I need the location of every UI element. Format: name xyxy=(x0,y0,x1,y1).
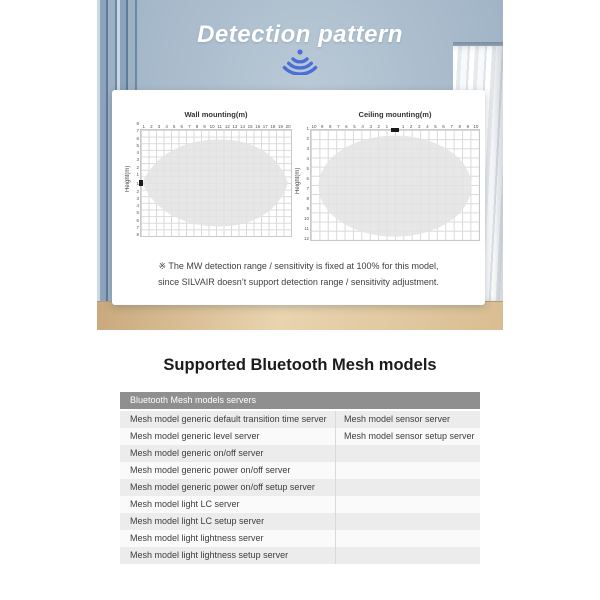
table-cell-left: Mesh model generic default transition time server xyxy=(130,414,327,424)
y-tick: 1 xyxy=(136,171,139,177)
table-row xyxy=(120,496,480,513)
y-tick: 12 xyxy=(303,236,309,241)
table-row xyxy=(120,462,480,479)
table-cell-left: Mesh model generic power on/off setup server xyxy=(130,482,315,492)
x-tick: 1 xyxy=(142,124,146,129)
x-tick: 20 xyxy=(285,124,291,129)
y-tick: 4 xyxy=(136,150,139,155)
x-axis-ticks xyxy=(140,121,292,129)
y-tick: 7 xyxy=(136,128,139,134)
x-tick: 3 xyxy=(418,124,421,129)
x-tick: 7 xyxy=(188,124,191,129)
x-tick: 9 xyxy=(203,124,206,129)
table-cell-left: Mesh model generic level server xyxy=(130,431,260,441)
y-tick: 5 xyxy=(306,166,309,171)
x-tick: 9 xyxy=(320,124,324,129)
x-tick: 17 xyxy=(262,124,268,129)
table-row xyxy=(120,428,480,445)
x-tick: 3 xyxy=(369,124,372,129)
sensor-marker xyxy=(139,180,143,186)
page-title: Detection pattern xyxy=(197,21,403,48)
y-tick: 8 xyxy=(306,196,309,201)
x-tick: 10 xyxy=(473,124,479,129)
table-row xyxy=(120,530,480,547)
table-cell-right xyxy=(335,530,480,547)
y-tick: 10 xyxy=(303,216,309,221)
chart-plot-area xyxy=(140,129,292,237)
x-tick: 2 xyxy=(409,124,413,129)
x-tick: 11 xyxy=(217,124,223,129)
x-tick: 8 xyxy=(458,124,461,129)
y-tick: 7 xyxy=(306,186,309,191)
table-row xyxy=(120,411,480,428)
coverage-area-shape xyxy=(311,130,479,240)
x-tick: 10 xyxy=(311,124,317,129)
x-tick: 9 xyxy=(466,124,470,129)
chart-title: Wall mounting(m) xyxy=(184,110,248,119)
sensor-marker xyxy=(391,128,399,132)
hero-photo xyxy=(97,0,503,330)
table-cell-right: Mesh model sensor setup server xyxy=(335,428,480,445)
x-tick: 10 xyxy=(209,124,215,129)
y-tick: 5 xyxy=(136,142,139,148)
y-tick: 1 xyxy=(136,181,139,187)
x-tick: 6 xyxy=(180,124,184,129)
y-tick: 2 xyxy=(306,136,309,141)
y-tick: 3 xyxy=(136,157,139,163)
table-cell-left: Mesh model generic power on/off server xyxy=(130,465,291,475)
table-cell-right xyxy=(335,547,480,564)
table-row xyxy=(120,547,480,564)
table-body xyxy=(120,411,480,564)
y-tick: 6 xyxy=(306,176,309,181)
x-tick: 2 xyxy=(150,124,153,129)
x-tick: 14 xyxy=(240,124,246,129)
x-tick: 15 xyxy=(247,124,253,129)
y-tick: 2 xyxy=(136,164,139,170)
y-tick: 7 xyxy=(136,224,139,230)
table-cell-right xyxy=(335,462,480,479)
x-tick: 18 xyxy=(270,124,276,129)
coverage-area-shape xyxy=(141,130,291,236)
footnote-line2: since SILVAIR doesn’t support detection range / sensitivity adjustment. xyxy=(158,277,439,287)
table-cell-left: Mesh model light lightness server xyxy=(130,533,264,543)
table-row xyxy=(120,513,480,530)
table-cell-right xyxy=(335,445,480,462)
x-tick: 6 xyxy=(345,124,348,129)
x-tick: 4 xyxy=(426,124,429,129)
table-cell-right xyxy=(335,513,480,530)
y-tick: 8 xyxy=(136,232,139,237)
wifi-signal-icon xyxy=(278,48,322,80)
y-tick: 1 xyxy=(306,126,309,131)
table-cell-right: Mesh model sensor server xyxy=(335,411,480,428)
x-tick: 7 xyxy=(450,124,453,129)
y-tick: 6 xyxy=(136,217,139,223)
x-tick: 4 xyxy=(165,124,168,129)
y-axis-ticks xyxy=(302,121,310,241)
table-row xyxy=(120,479,480,496)
x-tick: 4 xyxy=(361,124,364,129)
ceiling-mounting-chart xyxy=(294,110,480,241)
mesh-models-table xyxy=(120,392,480,564)
y-tick: 3 xyxy=(136,195,139,201)
x-tick: 16 xyxy=(255,124,261,129)
y-tick: 4 xyxy=(306,156,309,161)
detection-chart-card xyxy=(112,90,485,305)
section-heading: Supported Bluetooth Mesh models xyxy=(163,356,437,374)
table-cell-left: Mesh model light LC server xyxy=(130,499,240,509)
y-axis-label: Height(m) xyxy=(295,167,301,195)
y-tick: 4 xyxy=(136,203,139,208)
x-tick: 1 xyxy=(401,124,405,129)
y-tick: 6 xyxy=(136,135,139,141)
y-tick: 5 xyxy=(136,210,139,216)
x-tick: 8 xyxy=(328,124,332,129)
x-tick: 5 xyxy=(353,124,356,129)
x-tick: 6 xyxy=(442,124,445,129)
footnote xyxy=(112,258,485,290)
table-cell-left: Mesh model light lightness setup server xyxy=(130,550,289,560)
table-row xyxy=(120,445,480,462)
table-header: Bluetooth Mesh models servers xyxy=(120,392,480,411)
y-axis-label: Height(m) xyxy=(125,165,131,193)
chart-title: Ceiling mounting(m) xyxy=(358,110,432,119)
wall-mounting-chart xyxy=(124,110,292,237)
y-tick: 9 xyxy=(306,206,309,211)
footnote-line1: ※ The MW detection range / sensitivity is fixed at 100% for this model, xyxy=(158,261,439,271)
y-tick: 2 xyxy=(136,188,139,194)
table-cell-left: Mesh model light LC setup server xyxy=(130,516,265,526)
table-cell-right xyxy=(335,479,480,496)
x-tick: 7 xyxy=(337,124,340,129)
x-tick: 13 xyxy=(232,124,238,129)
x-tick: 5 xyxy=(434,124,437,129)
x-tick: 12 xyxy=(224,124,230,129)
x-tick: 2 xyxy=(377,124,381,129)
y-tick: 8 xyxy=(136,121,139,126)
x-tick: 5 xyxy=(172,124,176,129)
y-tick: 11 xyxy=(304,226,309,231)
y-tick: 3 xyxy=(306,146,309,151)
x-tick: 19 xyxy=(277,124,283,129)
y-axis-ticks xyxy=(132,121,140,237)
x-tick: 1 xyxy=(385,124,389,129)
x-tick: 8 xyxy=(195,124,199,129)
x-tick: 3 xyxy=(157,124,161,129)
chart-plot-area xyxy=(310,129,480,241)
table-cell-left: Mesh model generic on/off server xyxy=(130,448,264,458)
table-cell-right xyxy=(335,496,480,513)
wood-floor xyxy=(97,301,503,330)
